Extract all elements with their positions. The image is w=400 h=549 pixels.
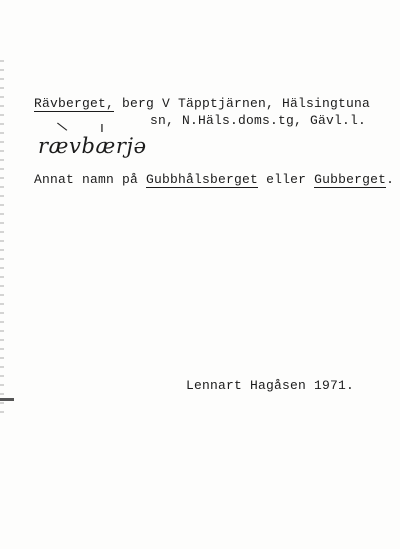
stress-mark-primary: \	[55, 119, 69, 135]
signature-line: Lennart Hagåsen 1971.	[186, 378, 355, 393]
stress-mark-secondary: ı	[100, 120, 104, 136]
entry-description: berg V Täpptjärnen, Hälsingtuna	[114, 96, 371, 111]
alt-name-1: Gubbhålsberget	[146, 172, 259, 187]
card-edge-notch	[0, 398, 14, 401]
alt-names-middle: eller	[258, 172, 315, 187]
headword: Rävberget,	[34, 96, 115, 111]
card-edge-marks	[0, 60, 4, 420]
phonetic-transcription: rævbærjə	[38, 134, 147, 158]
entry-line-2: sn, N.Häls.doms.tg, Gävl.l.	[150, 113, 367, 128]
alt-names-prefix: Annat namn på	[34, 172, 147, 187]
alt-name-2: Gubberget	[314, 172, 387, 187]
alt-names-end: .	[386, 172, 395, 187]
entry-line-1	[34, 96, 370, 111]
entry-line-alt-names	[34, 172, 394, 187]
